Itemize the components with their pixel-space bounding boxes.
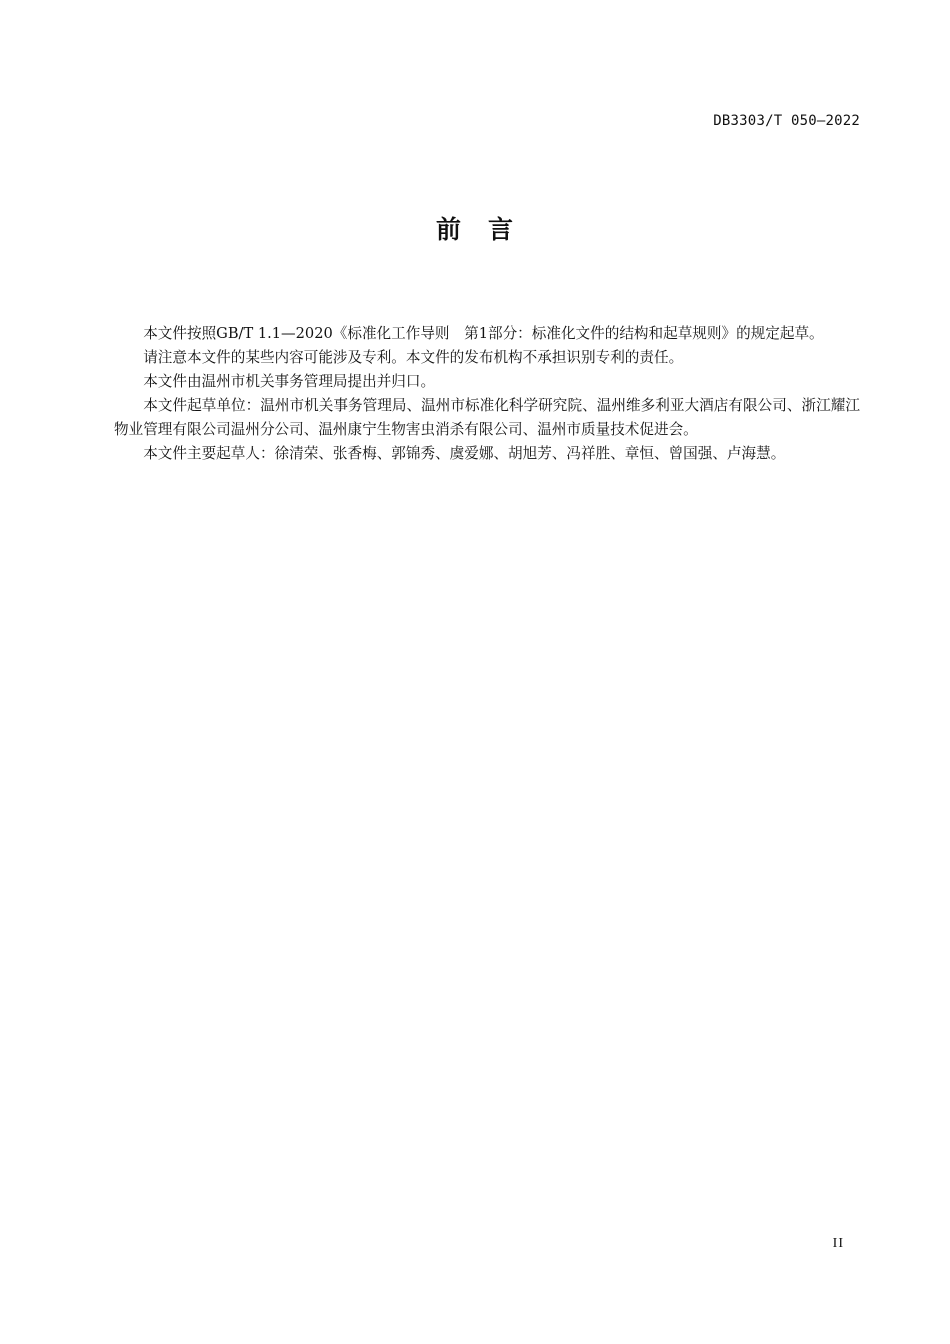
paragraph-main-drafters: 本文件主要起草人：徐清荣、张香梅、郭锦秀、虞爱娜、胡旭芳、冯祥胜、章恒、曾国强、卢海慧。 <box>143 445 786 462</box>
title-char-1: 前 <box>435 215 462 244</box>
title-char-2: 言 <box>488 215 515 244</box>
page-number: II <box>832 1236 844 1251</box>
foreword-body <box>114 322 860 466</box>
paragraph-patent-notice: 请注意本文件的某些内容可能涉及专利。本文件的发布机构不承担识别专利的责任。 <box>143 349 684 366</box>
paragraph-proposer: 本文件由温州市机关事务管理局提出并归口。 <box>143 373 436 390</box>
paragraph-drafting-rules: 本文件按照GB/T 1.1—2020《标准化工作导则 第1部分：标准化文件的结构和起草规则》的规定起草。 <box>143 325 824 342</box>
paragraph-drafting-units: 本文件起草单位：温州市机关事务管理局、温州市标准化科学研究院、温州维多利亚大酒店有限公司、浙江耀江物业管理有限公司温州分公司、温州康宁生物害虫消杀有限公司、温州市质量技术促进会。 <box>114 397 860 438</box>
document-code: DB3303/T 050—2022 <box>713 113 860 129</box>
page-title <box>0 210 950 246</box>
